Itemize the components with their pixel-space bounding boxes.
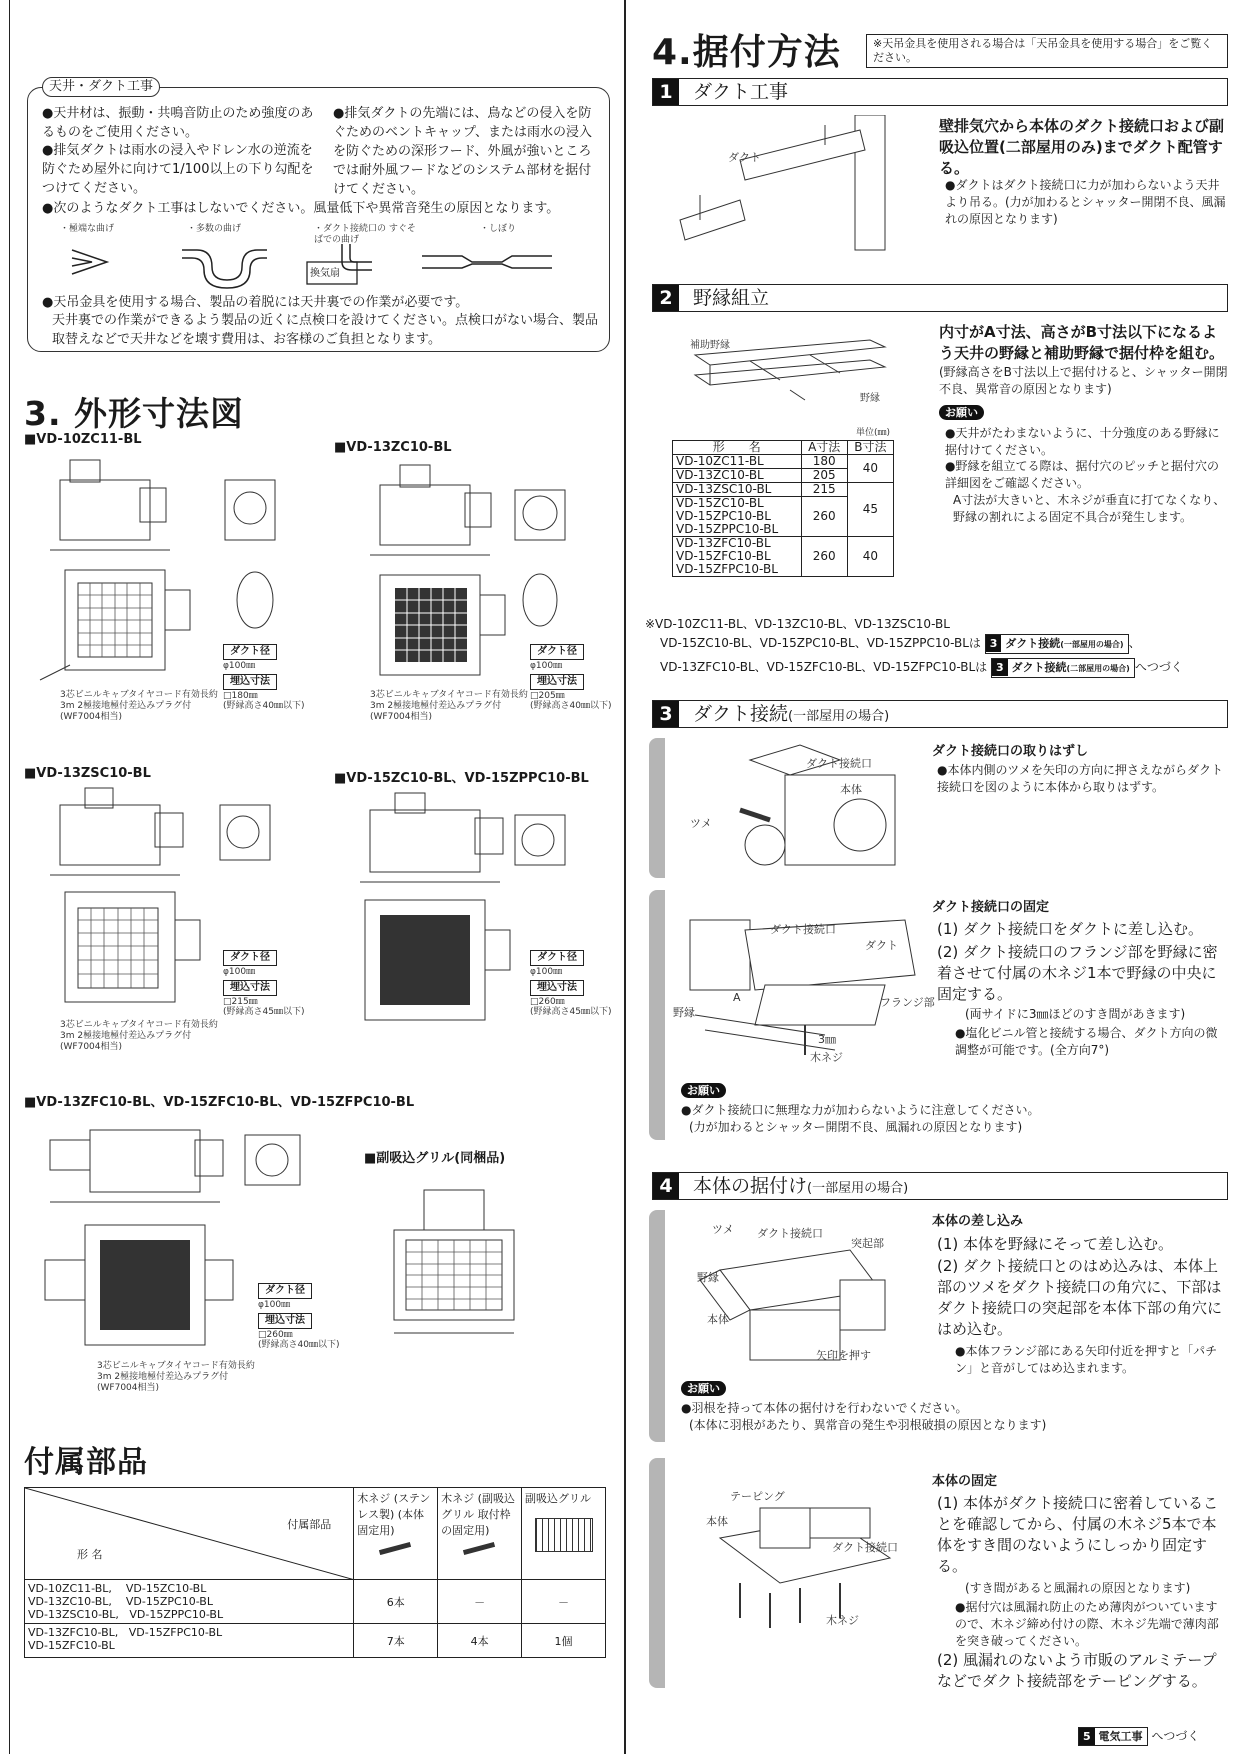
step4-s1-1: (1) 本体を野縁にそって差し込む。 [937,1235,1174,1253]
dim-drawing-1 [30,450,320,710]
embed-value-5: □260㎜ [258,1330,293,1340]
dim-drawing-4 [340,785,620,1045]
dim-row4-name-2: VD-15ZPC10-BL [676,509,771,523]
dimension-table [672,440,894,577]
dim-drawing-3 [30,780,320,1035]
duct-dia-value-4: φ100㎜ [530,967,563,977]
step1-title: ダクト工事 [693,81,789,103]
acc-col-grille-label: 副吸込グリル [525,1492,592,1505]
step3-s2-2: (2) ダクト接続口のフランジ部を野縁に密着させて付属の木ネジ1本で野縁の中央に固定する。 [937,943,1218,1003]
footer-badge-label: 電気工事 [1098,1730,1143,1743]
step4-s2-label-taping: テーピング [730,1490,785,1503]
model-label-5: ■VD-13ZFC10-BL、VD-15ZFC10-BL、VD-15ZFPC10-BL [24,1095,415,1110]
embed-note-4: (野縁高さ45㎜以下) [530,1007,612,1017]
step4-header [652,1172,1228,1200]
footer-tail: へつづく [1151,1729,1200,1743]
duct-dia-value-5: φ100㎜ [258,1300,291,1310]
ref-link-one-room[interactable] [985,634,1129,654]
dim-row5-name-1: VD-13ZFC10-BL [676,536,771,550]
cord-note-2: 3芯ビニルキャブタイヤコード有効長約3m 2極接地極付差込みプラグ付(WF7004相当) [370,690,528,722]
sub-grille-label: ■副吸込グリル(同梱品) [364,1151,506,1166]
model-label-4: ■VD-15ZC10-BL、VD-15ZPPC10-BL [334,771,589,786]
footer-next[interactable] [1078,1727,1199,1746]
step3-s1-title: ダクト接続口の取りはずし [932,744,1089,759]
step3-title-main: ダクト接続 [693,703,789,725]
embed-label-5: 埋込寸法 [258,1313,312,1329]
step2-label-hojo: 補助野縁 [690,340,730,351]
footer-badge-num: 5 [1079,1728,1095,1745]
step2-sub: (野縁高さをB寸法以上で据付けると、シャッター開閉不良、異常音の原因となります) [939,365,1228,396]
step4-onegai-badge: お願い [681,1381,726,1396]
dim-row5-names [673,537,802,577]
ref-tail: へつづく [1134,660,1183,674]
ventilator-label: 換気扇 [310,268,340,279]
step2-note1: ●天井がたわまないように、十分強度のある野縁に据付けてください。 [945,426,1220,457]
cord-note-5: 3芯ビニルキャブタイヤコード有効長約3m 2極接地極付差込みプラグ付(WF7004相当) [97,1361,255,1393]
dim-row4-name-1: VD-15ZC10-BL [676,496,764,510]
acc-row-2-models: VD-13ZFC10-BL, VD-15ZFPC10-BL VD-15ZFC10-BL [25,1624,354,1658]
acc-row-1-grille: － [522,1580,606,1624]
step3-s2-3: ●塩化ビニル管と接続する場合、ダクト方向の微調整が可能です。(全方向7°) [955,1026,1218,1057]
embed-note-3: (野縁高さ45㎜以下) [223,1007,305,1017]
dim-drawing-2 [340,455,620,710]
step3-s1-note: ●本体内側のツメを矢印の方向に押さえながらダクト接続口を図のように本体から取りはずす。 [937,763,1223,794]
ref-badge-num-2: 3 [992,659,1008,676]
acc-row-1-screw2: － [438,1580,522,1624]
step3-s2-label-duct: ダクト [865,939,898,952]
acc-header-model: 形 名 [77,1548,103,1561]
ref-badge-sub-2: (二部屋用の場合) [1066,664,1130,673]
embed-label-2: 埋込寸法 [530,674,584,690]
accessories-table [24,1487,606,1658]
step4-s2-1: (1) 本体がダクト接続口に密着していることを確認してから、付属の木ネジ5本で本体をすき間のないようにしっかり固定する。 [937,1494,1219,1575]
step3-sub2-bar [649,890,665,1140]
model-label-1: ■VD-10ZC11-BL [24,432,142,447]
step3-s2-label-screw: 木ネジ [810,1051,843,1064]
acc-row-1 [25,1580,606,1624]
duct-dia-value-3: φ100㎜ [223,967,256,977]
step4-onegai-1: ●羽根を持って本体の据付けを行わないでください。 [681,1401,968,1415]
embed-value-4: □260㎜ [530,997,565,1007]
step4-label-tsume: ツメ [712,1223,734,1236]
step2-table-unit: 単位(㎜) [856,428,891,438]
dim-row5-name-3: VD-15ZFPC10-BL [676,562,778,576]
acc-col-screw2-label: 木ネジ (副吸込グリル 取付枠の固定用) [441,1492,515,1537]
step3-num: 3 [653,701,679,727]
step4-s2-1n: (すき間があると風漏れの原因となります) [965,1581,1191,1595]
install-note: ※天吊金具を使用される場合は「天吊金具を使用する場合」をご覧ください。 [866,34,1228,68]
step2-ref2: VD-15ZC10-BL、VD-15ZPC10-BL、VD-15ZPPC10-BLは [660,636,981,650]
step3-label-tsume: ツメ [690,817,712,830]
step3-label-duct-port: ダクト接続口 [806,757,872,770]
dim-row3-name: VD-13ZSC10-BL [673,483,802,497]
step4-s1-title: 本体の差し込み [932,1214,1024,1229]
install-title: 4.据付方法 [652,32,841,73]
notice-full-p: ●次のようなダクト工事はしないでください。風量低下や異常音発生の原因となります。 [42,201,560,216]
acc-row-2-screw: 7本 [354,1624,438,1658]
step3-s2-1: (1) ダクト接続口をダクトに差し込む。 [937,920,1204,938]
cord-note-1: 3芯ビニルキャブタイヤコード有効長約3m 2極接地極付差込みプラグ付(WF7004相当) [60,690,218,722]
step4-label-arrow: 矢印を押す [816,1349,871,1362]
step3-onegai-1: ●ダクト接続口に無理な力が加わらないように注意してください。 [681,1103,1040,1117]
bad-bend-illustrations [52,242,592,292]
bad-item-2: ・多数の曲げ [187,224,242,234]
notice-bottom-p1: ●天吊金具を使用する場合、製品の着脱には天井裏での作業が必要です。 [42,295,469,310]
step2-ref2-line: VD-15ZC10-BL、VD-15ZPC10-BL、VD-15ZPPC10-BLは 3 ダクト接続(一部屋用の場合) 、 [660,634,1141,654]
step2-ref3-line [660,658,1183,678]
step4-sub2-bar [649,1458,665,1688]
step3-removal-illustration [690,740,920,875]
step1-duct-illustration [670,115,910,255]
step4-s2-label-duct-port: ダクト接続口 [832,1541,898,1554]
notice-col1-p1: ●天井材は、振動・共鳴音防止のため強度のあるものをご使用ください。 [42,106,314,140]
dim-row4-b: 45 [847,483,893,537]
embed-note-1: (野縁高さ40㎜以下) [223,701,305,711]
cord-note-3: 3芯ビニルキャブタイヤコード有効長約3m 2極接地極付差込みプラグ付(WF7004相当) [60,1020,218,1052]
ref-badge-label-2: ダクト接続 [1011,661,1067,674]
step4-title-main: 本体の据付け [693,1175,808,1197]
accessories-title: 付属部品 [24,1445,148,1480]
screw-icon [379,1542,411,1555]
embed-note-2: (野縁高さ40㎜以下) [530,701,612,711]
dim-row4-names [673,497,802,537]
step3-sub1-bar [649,738,665,878]
embed-label-1: 埋込寸法 [223,674,277,690]
embed-label-3: 埋込寸法 [223,980,277,996]
acc-col-grille [522,1488,606,1580]
acc-header-diagonal [25,1488,355,1580]
acc-row-1-screw: 6本 [354,1580,438,1624]
step3-title [693,702,889,729]
embed-value-1: □180㎜ [223,691,258,701]
step3-s2-label-a: A [733,991,741,1004]
step1-note: ●ダクトはダクト接続口に力が加わらないよう天井より吊る。(力が加わるとシャッター開閉不良、風漏れの原因となります) [945,178,1226,226]
step4-num: 4 [653,1173,679,1199]
step4-s2-label-body: 本体 [706,1515,728,1528]
step4-s2-title: 本体の固定 [932,1474,998,1489]
embed-value-2: □205㎜ [530,691,565,701]
embed-note-5: (野縁高さ40㎜以下) [258,1340,340,1350]
bad-item-4: ・しぼり [480,224,517,234]
acc-col-screw-label: 木ネジ (ステンレス製) (本体固定用) [357,1492,431,1537]
embed-value-3: □215㎜ [223,997,258,1007]
acc-row-2 [25,1624,606,1658]
step3-label-body: 本体 [840,783,862,796]
acc-row-2-screw2: 4本 [438,1624,522,1658]
ref-badge-label-1: ダクト接続 [1005,637,1061,650]
step4-title-sub: (一部屋用の場合) [807,1181,909,1196]
acc-header-cell [25,1488,354,1580]
sub-grille-drawing [384,1175,584,1350]
step3-fix-illustration [685,915,925,1065]
step4-label-noen: 野縁 [697,1271,719,1284]
grille-icon [535,1518,593,1552]
dim-th-name: 形 名 [673,441,802,455]
step4-label-body: 本体 [707,1313,729,1326]
dim-row5-a: 260 [801,537,847,577]
notice-title: 天井・ダクト工事 [42,77,160,97]
step3-title-sub: (一部屋用の場合) [788,709,890,724]
duct-dia-label-4: ダクト径 [530,950,584,966]
step3-s2-title: ダクト接続口の固定 [932,900,1050,915]
step4-s2-3: (2) 風漏れのないよう市販のアルミテープなどでダクト接続部をテーピングする。 [937,1651,1217,1690]
step3-onegai-2: (力が加わるとシャッター開閉不良、風漏れの原因となります) [689,1120,1023,1134]
step2-ref1: ※VD-10ZC11-BL、VD-13ZC10-BL、VD-13ZSC10-BL [645,617,950,631]
step2-label-noen: 野縁 [860,393,880,404]
acc-col-screw [354,1488,438,1580]
duct-dia-label-5: ダクト径 [258,1283,312,1299]
model-label-2: ■VD-13ZC10-BL [334,440,452,455]
acc-row-1-models: VD-10ZC11-BL, VD-15ZC10-BL VD-13ZC10-BL, VD-15ZPC10-BL VD-13ZSC10-BL, VD-15ZPPC10-BL [25,1580,354,1624]
footer-next-badge[interactable] [1078,1727,1148,1746]
notice-col2-p1: ●排気ダクトの先端には、鳥などの侵入を防ぐためのベントキャップ、または雨水の浸入を防ぐための深形フード、外風が強いところでは耐外風フードなどのシステム部材を据付けてください。 [333,106,592,197]
dim-th-a: A寸法 [801,441,847,455]
step3-s2-2n: (両サイドに3㎜ほどのすき間があきます) [965,1007,1186,1021]
left-margin-rule [9,0,10,1754]
step4-s2-2: ●据付穴は風漏れ防止のため薄肉がついていますので、木ネジ締め付けの際、木ネジ先端で薄肉部を突き破ってください。 [955,1600,1219,1648]
step3-s2-label-duct-port: ダクト接続口 [770,923,836,936]
dim-row1-b: 40 [847,455,893,483]
step4-title [693,1174,908,1201]
acc-col-screw2 [438,1488,522,1580]
dim-row3-a: 215 [801,483,847,497]
notice-col1-p2: ●排気ダクトは雨水の浸入やドレン水の逆流を防ぐため屋外に向けて1/100以上の下り勾配をつけてください。 [42,143,314,196]
step2-main: 内寸がA寸法、高さがB寸法以下になるよう天井の野縁と補助野縁で据付枠を組む。 [939,323,1225,362]
step2-onegai-badge: お願い [939,405,984,420]
dim-row1-a: 180 [801,455,847,469]
step4-fix-illustration [700,1488,900,1638]
embed-label-4: 埋込寸法 [530,980,584,996]
bad-item-3: ・ダクト接続口の すぐそばでの曲げ [314,224,416,245]
step3-s2-label-flange: フランジ部 [880,996,935,1009]
notice-bottom-p2: 天井裏での作業ができるよう製品の近くに点検口を設けてください。点検口がない場合、製品取替えなどで天井などを壊す費用は、お客様のご負担となります。 [52,313,599,347]
step1-num: 1 [653,79,679,105]
step1-main: 壁排気穴から本体のダクト接続口および副吸込位置(二部屋用のみ)までダクト配管する。 [939,117,1225,177]
step3-s2-label-noen: 野縁 [673,1006,695,1019]
step4-s1-3: ●本体フランジ部にある矢印付近を押すと「パチン」と音がしてはめ込まれます。 [955,1344,1218,1375]
step4-label-duct-port: ダクト接続口 [757,1227,823,1240]
duct-dia-label-2: ダクト径 [530,644,584,660]
step4-s1-2: (2) ダクト接続口とのはめ込みは、本体上部のツメをダクト接続口の角穴に、下部はダクト接続口の突起部を本体下部の角穴にはめ込む。 [937,1257,1223,1338]
bad-item-1: ・極端な曲げ [60,224,115,234]
step2-note3: A寸法が大きいと、木ネジが垂直に打てなくなり、野縁の割れによる固定不具合が発生します。 [953,493,1226,524]
step3-onegai-badge: お願い [681,1083,726,1098]
duct-dia-label-1: ダクト径 [223,644,277,660]
step4-s2-label-screw: 木ネジ [826,1614,859,1627]
step2-num: 2 [653,285,679,311]
step2-header [652,284,1228,312]
acc-header-parts: 付属部品 [287,1518,332,1531]
model-label-3: ■VD-13ZSC10-BL [24,766,151,781]
screw-icon [463,1542,495,1555]
dim-row2-a: 205 [801,469,847,483]
step4-sub1-bar [649,1210,665,1442]
step2-title: 野縁組立 [693,287,770,309]
ref-link-two-room[interactable] [991,658,1135,678]
dim-th-b: B寸法 [847,441,893,455]
step2-note2: ●野縁を組立てる際は、据付穴のピッチと据付穴の詳細図をご確認ください。 [945,459,1219,490]
dim-row5-name-2: VD-15ZFC10-BL [676,549,771,563]
dim-row5-b: 40 [847,537,893,577]
duct-dia-value-2: φ100㎜ [530,661,563,671]
bad-duct-examples [52,222,592,292]
step2-ref3: VD-13ZFC10-BL、VD-15ZFC10-BL、VD-15ZFPC10-BLは [660,660,988,674]
step3-header [652,700,1228,728]
step4-onegai-2: (本体に羽根があたり、異常音の発生や羽根破損の原因となります) [689,1418,1047,1432]
ref-badge-num-1: 3 [986,635,1002,652]
step3-s2-label-3mm: 3㎜ [818,1033,836,1046]
step4-label-protrusion: 突起部 [851,1237,884,1250]
dim-row4-name-3: VD-15ZPPC10-BL [676,522,779,536]
dim-row4-a: 260 [801,497,847,537]
dim-row1-name: VD-10ZC11-BL [673,455,802,469]
step1-duct-label: ダクト [728,151,761,164]
column-divider [624,0,626,1754]
dim-row2-name: VD-13ZC10-BL [673,469,802,483]
duct-dia-label-3: ダクト径 [223,950,277,966]
dims-section-title: 3. 外形寸法図 [24,394,244,433]
duct-dia-value-1: φ100㎜ [223,661,256,671]
step1-header [652,78,1228,106]
acc-row-2-grille: 1個 [522,1624,606,1658]
ref-badge-sub-1: (一部屋用の場合) [1060,640,1124,649]
